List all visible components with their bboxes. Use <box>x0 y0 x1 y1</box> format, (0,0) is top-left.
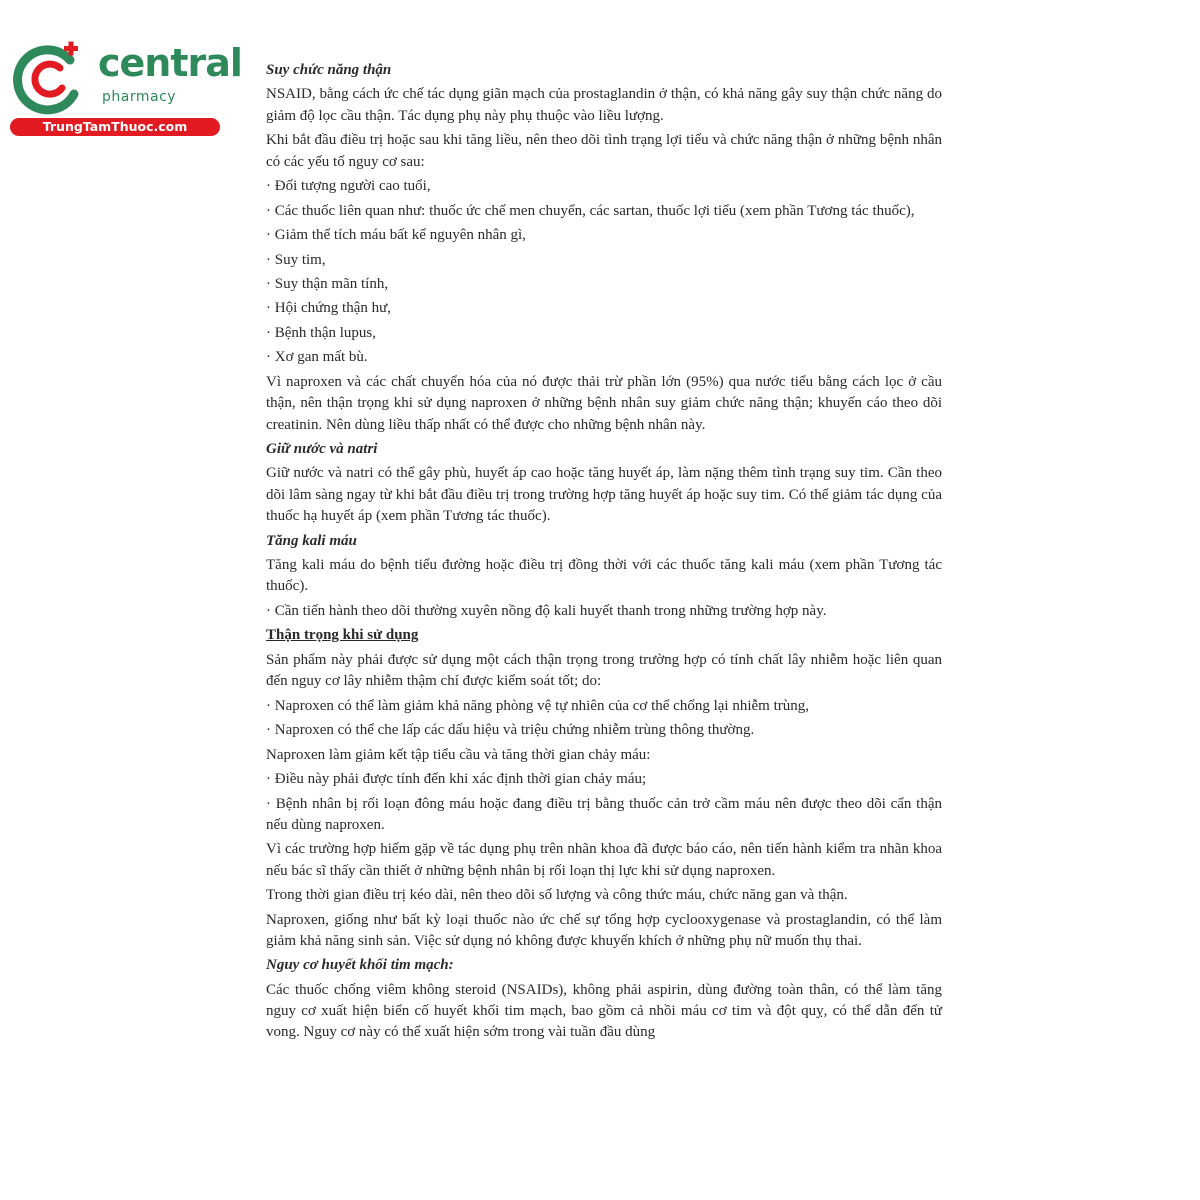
brand-subname: pharmacy <box>102 89 177 105</box>
paragraph: · Naproxen có thể che lấp các dấu hiệu và triệu chứng nhiễm trùng thông thường. <box>266 722 755 739</box>
paragraph: · Hội chứng thận hư, <box>266 300 391 317</box>
section-heading: Suy chức năng thận <box>266 62 392 78</box>
paragraph: Vì các trường hợp hiếm gặp về tác dụng phụ trên nhãn khoa đã được báo cáo, nên tiến hành kiểm tra nhãn khoa nếu bác sĩ thấy cần thiết ở những bệnh nhân bị rối loạn thị lực khi sử dụng naproxen. <box>266 841 942 879</box>
paragraph: Khi bắt đầu điều trị hoặc sau khi tăng liều, nên theo dõi tình trạng lợi tiểu và chức năng thận ở những bệnh nhân có các yếu tố nguy cơ sau: <box>266 132 942 170</box>
paragraph: Các thuốc chống viêm không steroid (NSAIDs), không phải aspirin, dùng đường toàn thân, có thể làm tăng nguy cơ xuất hiện biến cố huyết khối tim mạch, bao gồm cả nhồi máu cơ tim và đột quỵ, có thể dẫn đến tử vong. Nguy cơ này có thể xuất hiện sớm trong vài tuần đầu dùng <box>266 981 942 1041</box>
paragraph: · Naproxen có thể làm giảm khả năng phòng vệ tự nhiên của cơ thể chống lại nhiễm trùng, <box>266 697 809 714</box>
paragraph: · Xơ gan mất bù. <box>266 349 368 366</box>
brand-site: TrungTamThuoc.com <box>10 118 220 136</box>
paragraph: NSAID, bằng cách ức chế tác dụng giãn mạch của prostaglandin ở thận, có khả năng gây suy thận chức năng do giảm độ lọc cầu thận. Tác dụng phụ này phụ thuộc vào liều lượng. <box>266 86 942 124</box>
paragraph: · Các thuốc liên quan như: thuốc ức chế men chuyển, các sartan, thuốc lợi tiểu (xem phần Tương tác thuốc), <box>266 202 915 219</box>
section-heading: Nguy cơ huyết khối tim mạch: <box>266 957 454 974</box>
section-heading: Giữ nước và natri <box>266 441 378 457</box>
central-pharmacy-logo <box>10 34 242 138</box>
paragraph: · Cần tiến hành theo dõi thường xuyên nồng độ kali huyết thanh trong những trường hợp này. <box>266 602 827 619</box>
paragraph: · Suy tim, <box>266 251 326 268</box>
paragraph: Vì naproxen và các chất chuyển hóa của nó được thải trừ phần lớn (95%) qua nước tiểu bằng cách lọc ở cầu thận, nên thận trọng khi sử dụng naproxen ở những bệnh nhân suy giảm chức năng thận; khuyến cáo theo dõi creatinin. Nên dùng liều thấp nhất có thể được cho những bệnh nhân này. <box>266 373 942 433</box>
brand-name: central <box>98 41 242 85</box>
section-heading: Tăng kali máu <box>266 532 357 549</box>
paragraph: Trong thời gian điều trị kéo dài, nên theo dõi số lượng và công thức máu, chức năng gan và thận. <box>266 887 848 904</box>
paragraph: · Giảm thể tích máu bất kể nguyên nhân gì, <box>266 227 526 244</box>
paragraph: · Đối tượng người cao tuổi, <box>266 178 431 195</box>
paragraph: Sản phẩm này phải được sử dụng một cách thận trọng trong trường hợp có tính chất lây nhiễm hoặc liên quan đến nguy cơ lây nhiễm thậm chí được kiểm soát tốt; do: <box>266 651 942 690</box>
paragraph: Naproxen làm giảm kết tập tiểu cầu và tăng thời gian chảy máu: <box>266 746 651 763</box>
document-text <box>266 60 942 1047</box>
pharmacy-logo-icon <box>10 38 90 118</box>
paragraph: · Điều này phải được tính đến khi xác định thời gian chảy máu; <box>266 771 647 788</box>
section-heading: Thận trọng khi sử dụng <box>266 627 419 644</box>
paragraph: Tăng kali máu do bệnh tiểu đường hoặc điều trị đồng thời với các thuốc tăng kali máu (xem phần Tương tác thuốc). <box>266 557 942 595</box>
paragraph: Giữ nước và natri có thể gây phù, huyết áp cao hoặc tăng huyết áp, làm nặng thêm tình trạng suy tim. Cần theo dõi lâm sàng ngay từ khi bắt đầu điều trị trong trường hợp tăng huyết áp hoặc suy tim. Có thể giảm tác dụng của thuốc hạ huyết áp (xem phần Tương tác thuốc). <box>266 465 942 525</box>
paragraph: · Suy thận mãn tính, <box>266 275 389 292</box>
paragraph: · Bệnh nhân bị rối loạn đông máu hoặc đang điều trị bằng thuốc cản trở cầm máu nên được theo dõi cẩn thận nếu dùng naproxen. <box>266 795 942 833</box>
paragraph: Naproxen, giống như bất kỳ loại thuốc nào ức chế sự tổng hợp cyclooxygenase và prostaglandin, có thể làm giảm khả năng sinh sản. Việc sử dụng nó không được khuyến khích ở những phụ nữ muốn thụ thai. <box>266 911 942 949</box>
paragraph: · Bệnh thận lupus, <box>266 324 376 341</box>
